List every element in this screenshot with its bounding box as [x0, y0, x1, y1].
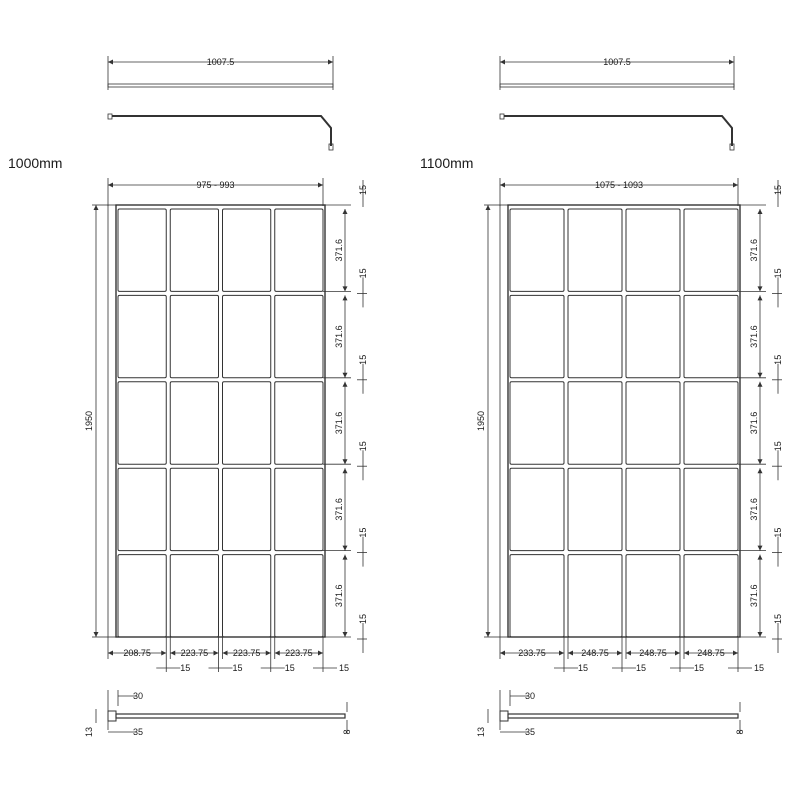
glass-pane — [568, 555, 622, 637]
glass-pane — [510, 555, 564, 637]
row-gap-label: 15 — [358, 354, 368, 365]
pane-height-label: 371.6 — [334, 325, 344, 348]
profile-top-label: 30 — [133, 691, 144, 701]
glass-pane — [626, 468, 680, 550]
arrowhead — [108, 60, 113, 65]
overall-width-label: 1075 - 1093 — [594, 180, 644, 190]
arrowhead — [170, 651, 175, 656]
arrowhead — [758, 546, 763, 551]
height-label: 1950 — [476, 410, 486, 432]
arrowhead — [559, 651, 564, 656]
glass-pane — [223, 209, 271, 291]
pane-width-label: 248.75 — [697, 648, 725, 658]
glass-pane — [275, 295, 323, 377]
glass-pane — [626, 209, 680, 291]
rail-length-label: 1007.5 — [603, 57, 631, 67]
glass-pane — [118, 382, 166, 464]
pane-height-label: 371.6 — [749, 238, 759, 262]
pane-height-label: 371.6 — [334, 411, 344, 435]
arrowhead — [161, 651, 166, 656]
profile-bottom-label: 35 — [133, 727, 144, 737]
arrowhead — [684, 651, 689, 656]
glass-pane — [275, 382, 323, 464]
column-gap-label: 15 — [578, 663, 589, 673]
arrowhead — [214, 651, 219, 656]
arrowhead — [343, 468, 348, 473]
column-gap-label: 15 — [232, 663, 243, 673]
glass-pane — [275, 555, 323, 637]
pane-height-label: 371.6 — [334, 238, 344, 262]
wall-profile — [108, 205, 116, 637]
glass-pane — [223, 295, 271, 377]
arrowhead — [266, 651, 271, 656]
arrowhead — [758, 209, 763, 214]
glass-pane — [170, 295, 218, 377]
glass-pane — [684, 295, 738, 377]
arrowhead — [94, 632, 99, 637]
row-gap-label: 15 — [773, 527, 783, 538]
pane-width-label: 223.75 — [232, 648, 261, 658]
arrowhead — [675, 651, 680, 656]
glass-pane — [275, 209, 323, 291]
panel-size-label: 1000mm — [8, 155, 63, 171]
arrowhead — [500, 651, 505, 656]
profile-bottom-label: 35 — [525, 727, 536, 737]
arrowhead — [758, 286, 763, 291]
row-gap-label: 15 — [773, 268, 783, 279]
arrowhead — [729, 60, 734, 65]
row-gap-label: 15 — [358, 268, 368, 279]
panel-outer-frame — [508, 205, 740, 637]
glass-pane — [118, 555, 166, 637]
arrowhead — [758, 295, 763, 300]
support-arm — [504, 116, 732, 146]
glass-section — [116, 714, 345, 718]
pane-width-label: 208.75 — [123, 648, 151, 658]
top-gap-label: 15 — [358, 184, 368, 196]
glass-pane — [568, 468, 622, 550]
glass-pane — [684, 555, 738, 637]
glass-pane — [118, 295, 166, 377]
row-gap-label: 15 — [358, 613, 368, 625]
panel-1000mm — [8, 56, 368, 737]
glass-pane — [170, 209, 218, 291]
arrowhead — [758, 468, 763, 473]
arrowhead — [223, 651, 228, 656]
arrowhead — [108, 183, 113, 188]
column-gap-label: 15 — [636, 663, 647, 673]
glass-pane — [510, 295, 564, 377]
row-gap-label: 15 — [773, 613, 783, 625]
glass-pane — [223, 382, 271, 464]
profile-top-label: 30 — [525, 691, 536, 701]
height-label: 1950 — [84, 410, 94, 432]
rail-wall-bracket — [108, 114, 112, 119]
arrowhead — [500, 183, 505, 188]
glass-thickness-label: 8 — [735, 729, 745, 735]
pane-width-label: 248.75 — [581, 648, 609, 658]
arrowhead — [343, 286, 348, 291]
pane-height-label: 371.6 — [749, 498, 759, 521]
arrowhead — [275, 651, 280, 656]
panel-1100mm — [420, 56, 783, 737]
support-rail — [108, 84, 333, 87]
pane-height-label: 371.6 — [334, 584, 344, 608]
glass-pane — [118, 468, 166, 550]
arrowhead — [758, 555, 763, 560]
arrowhead — [343, 295, 348, 300]
wall-profile — [500, 205, 508, 637]
glass-pane — [568, 382, 622, 464]
pane-width-label: 248.75 — [639, 648, 667, 658]
column-gap-label: 15 — [180, 663, 191, 673]
arrowhead — [318, 183, 323, 188]
pane-width-label: 223.75 — [285, 648, 313, 658]
glass-pane — [223, 555, 271, 637]
arrowhead — [343, 373, 348, 378]
pane-width-label: 223.75 — [180, 648, 209, 658]
glass-pane — [684, 209, 738, 291]
glass-pane — [510, 382, 564, 464]
row-gap-label: 15 — [358, 527, 368, 538]
profile-side-label: 13 — [476, 726, 486, 738]
column-gap-label: 15 — [694, 663, 705, 673]
rail-wall-bracket — [500, 114, 504, 119]
arrowhead — [108, 651, 113, 656]
pane-height-label: 371.6 — [334, 498, 344, 521]
profile-side-label: 13 — [84, 726, 94, 738]
arrowhead — [626, 651, 631, 656]
arrowhead — [343, 555, 348, 560]
arrowhead — [343, 382, 348, 387]
panel-size-label: 1100mm — [420, 155, 474, 171]
profile-channel — [500, 711, 508, 721]
glass-thickness-label: 8 — [342, 729, 352, 735]
arrowhead — [486, 632, 491, 637]
glass-section — [508, 714, 738, 718]
pane-height-label: 371.6 — [749, 325, 759, 348]
arrowhead — [328, 60, 333, 65]
row-gap-label: 15 — [773, 354, 783, 365]
end-gap-label: 15 — [339, 663, 350, 673]
arrowhead — [758, 459, 763, 464]
glass-pane — [568, 209, 622, 291]
glass-pane — [510, 209, 564, 291]
arrowhead — [486, 205, 491, 210]
glass-pane — [170, 382, 218, 464]
support-arm — [112, 116, 331, 146]
pane-height-label: 371.6 — [749, 584, 759, 608]
overall-width-label: 975 - 993 — [196, 180, 235, 190]
glass-pane — [275, 468, 323, 550]
column-gap-label: 15 — [284, 663, 295, 673]
glass-pane — [118, 209, 166, 291]
pane-height-label: 371.6 — [749, 411, 759, 435]
glass-pane — [510, 468, 564, 550]
pane-width-label: 233.75 — [518, 648, 546, 658]
rail-length-label: 1007.5 — [206, 57, 235, 67]
row-gap-label: 15 — [358, 441, 368, 452]
arrowhead — [500, 60, 505, 65]
arrowhead — [617, 651, 622, 656]
arrowhead — [733, 183, 738, 188]
glass-pane — [626, 295, 680, 377]
arrowhead — [758, 373, 763, 378]
glass-pane — [626, 382, 680, 464]
row-gap-label: 15 — [773, 441, 783, 452]
arrowhead — [343, 459, 348, 464]
glass-pane — [223, 468, 271, 550]
glass-pane — [568, 295, 622, 377]
arrowhead — [318, 651, 323, 656]
arrowhead — [343, 632, 348, 637]
panel-outer-frame — [116, 205, 325, 637]
glass-pane — [170, 468, 218, 550]
end-gap-label: 15 — [754, 663, 765, 673]
profile-channel — [108, 711, 116, 721]
glass-pane — [684, 382, 738, 464]
arrowhead — [94, 205, 99, 210]
support-rail — [500, 84, 734, 87]
arrowhead — [733, 651, 738, 656]
top-gap-label: 15 — [773, 184, 783, 196]
arrowhead — [568, 651, 573, 656]
arrowhead — [343, 209, 348, 214]
arrowhead — [343, 546, 348, 551]
glass-pane — [684, 468, 738, 550]
glass-pane — [626, 555, 680, 637]
arrowhead — [758, 382, 763, 387]
glass-pane — [170, 555, 218, 637]
arrowhead — [758, 632, 763, 637]
